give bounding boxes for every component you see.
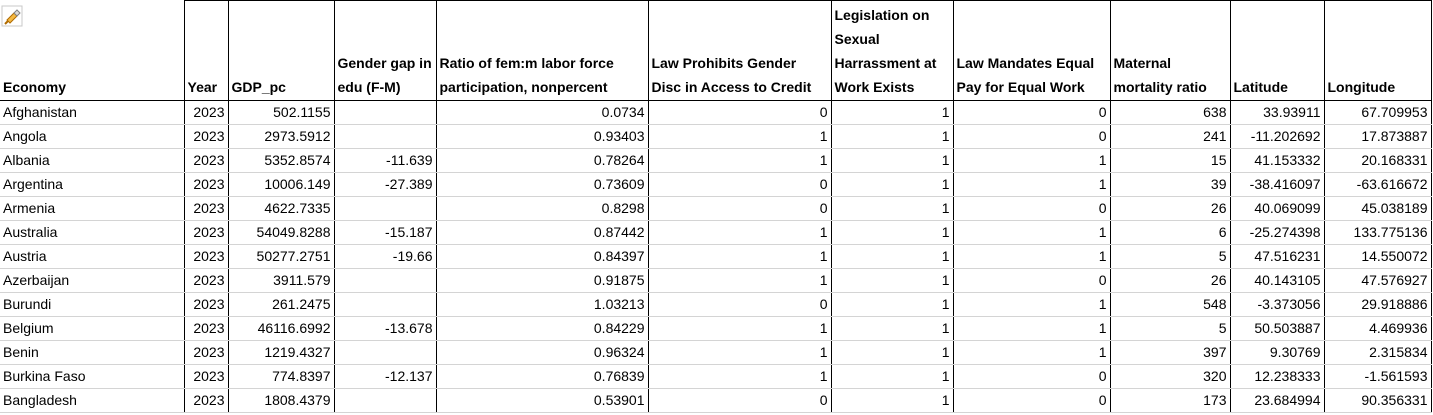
table-cell[interactable]: 2023 (184, 341, 228, 365)
table-cell[interactable]: 9.30769 (1230, 341, 1324, 365)
table-cell[interactable]: 1 (831, 317, 953, 341)
table-cell[interactable]: Azerbaijan (0, 269, 184, 293)
table-cell[interactable]: 0 (953, 365, 1110, 389)
table-row (0, 245, 1431, 269)
column-header[interactable]: Legislation on Sexual Harrassment at Work Exists (831, 1, 953, 101)
table-cell[interactable]: 1 (648, 317, 831, 341)
table-cell[interactable]: 0.84229 (436, 317, 648, 341)
table-cell[interactable]: 39 (1110, 173, 1230, 197)
header-row (0, 1, 1431, 101)
table-cell[interactable]: 1 (831, 245, 953, 269)
table-cell[interactable]: 1 (831, 365, 953, 389)
table-cell[interactable]: 47.516231 (1230, 245, 1324, 269)
table-cell[interactable]: -3.373056 (1230, 293, 1324, 317)
table-cell[interactable] (334, 389, 436, 413)
table-cell[interactable]: 241 (1110, 125, 1230, 149)
table-cell[interactable]: Albania (0, 149, 184, 173)
table-cell[interactable]: 15 (1110, 149, 1230, 173)
table-cell[interactable]: 2023 (184, 197, 228, 221)
table-cell[interactable] (334, 101, 436, 125)
table-cell[interactable]: 1 (831, 389, 953, 413)
table-cell[interactable]: 3911.579 (228, 269, 334, 293)
table-cell[interactable]: Afghanistan (0, 101, 184, 125)
table-cell[interactable]: -27.389 (334, 173, 436, 197)
table-cell[interactable]: -11.202692 (1230, 125, 1324, 149)
table-cell[interactable] (334, 341, 436, 365)
table-cell[interactable] (334, 269, 436, 293)
table-cell[interactable]: 2023 (184, 269, 228, 293)
table-cell[interactable]: 397 (1110, 341, 1230, 365)
table-row (0, 173, 1431, 197)
table-cell[interactable]: 5 (1110, 317, 1230, 341)
format-painter-icon[interactable] (1, 5, 23, 27)
table-cell[interactable]: 67.709953 (1324, 101, 1431, 125)
table-row (0, 125, 1431, 149)
column-header[interactable]: GDP_pc (228, 1, 334, 101)
table-cell[interactable]: Burkina Faso (0, 365, 184, 389)
table-cell[interactable]: 0.96324 (436, 341, 648, 365)
table-cell[interactable]: 0 (953, 125, 1110, 149)
table-cell[interactable]: 0.76839 (436, 365, 648, 389)
column-header[interactable]: Law Mandates Equal Pay for Equal Work (953, 1, 1110, 101)
table-cell[interactable]: 1 (953, 149, 1110, 173)
table-cell[interactable]: 0.8298 (436, 197, 648, 221)
table-cell[interactable]: 2023 (184, 389, 228, 413)
table-cell[interactable]: 502.1155 (228, 101, 334, 125)
column-header[interactable]: Law Prohibits Gender Disc in Access to Credit (648, 1, 831, 101)
table-cell[interactable]: -1.561593 (1324, 365, 1431, 389)
table-cell[interactable]: 1 (953, 173, 1110, 197)
table-cell[interactable]: 54049.8288 (228, 221, 334, 245)
table-row (0, 341, 1431, 365)
table-cell[interactable]: 1808.4379 (228, 389, 334, 413)
table-cell[interactable]: 0 (953, 269, 1110, 293)
table-cell[interactable]: 26 (1110, 197, 1230, 221)
table-cell[interactable]: 14.550072 (1324, 245, 1431, 269)
table-row (0, 365, 1431, 389)
table-cell[interactable]: 0.93403 (436, 125, 648, 149)
table-cell[interactable]: Benin (0, 341, 184, 365)
table-cell[interactable]: 1 (831, 197, 953, 221)
table-cell[interactable]: Belgium (0, 317, 184, 341)
table-cell[interactable]: 261.2475 (228, 293, 334, 317)
table-cell[interactable]: 2023 (184, 173, 228, 197)
table-cell[interactable]: Argentina (0, 173, 184, 197)
table-cell[interactable]: 2023 (184, 293, 228, 317)
table-cell[interactable]: 2023 (184, 365, 228, 389)
table-cell[interactable]: 0 (648, 173, 831, 197)
table-cell[interactable]: 1 (648, 149, 831, 173)
table-cell[interactable]: 2973.5912 (228, 125, 334, 149)
table-cell[interactable]: 173 (1110, 389, 1230, 413)
table-cell[interactable]: 0.84397 (436, 245, 648, 269)
table-cell[interactable]: 1 (831, 101, 953, 125)
table-cell[interactable]: 133.775136 (1324, 221, 1431, 245)
column-header[interactable]: Gender gap in edu (F-M) (334, 1, 436, 101)
table-cell[interactable]: -38.416097 (1230, 173, 1324, 197)
table-cell[interactable]: -19.66 (334, 245, 436, 269)
table-cell[interactable]: 0.78264 (436, 149, 648, 173)
table-cell[interactable]: 1 (831, 221, 953, 245)
table-cell[interactable]: 1 (831, 149, 953, 173)
table-cell[interactable]: 20.168331 (1324, 149, 1431, 173)
table-cell[interactable]: Bangladesh (0, 389, 184, 413)
table-cell[interactable]: 40.143105 (1230, 269, 1324, 293)
table-cell[interactable]: 41.153332 (1230, 149, 1324, 173)
table-cell[interactable]: 5352.8574 (228, 149, 334, 173)
table-cell[interactable]: 1 (831, 173, 953, 197)
table-cell[interactable]: -13.678 (334, 317, 436, 341)
table-cell[interactable]: 1 (648, 245, 831, 269)
table-cell[interactable]: 33.93911 (1230, 101, 1324, 125)
table-cell[interactable]: 17.873887 (1324, 125, 1431, 149)
table-cell[interactable]: 2023 (184, 221, 228, 245)
table-cell[interactable]: Austria (0, 245, 184, 269)
table-cell[interactable]: 47.576927 (1324, 269, 1431, 293)
table-cell[interactable]: -15.187 (334, 221, 436, 245)
table-cell[interactable]: Burundi (0, 293, 184, 317)
table-cell[interactable]: 40.069099 (1230, 197, 1324, 221)
table-cell[interactable]: 90.356331 (1324, 389, 1431, 413)
table-cell[interactable]: 1 (648, 365, 831, 389)
table-cell[interactable]: 10006.149 (228, 173, 334, 197)
table-cell[interactable]: 50277.2751 (228, 245, 334, 269)
table-cell[interactable]: 774.8397 (228, 365, 334, 389)
table-cell[interactable]: -63.616672 (1324, 173, 1431, 197)
table-cell[interactable]: 26 (1110, 269, 1230, 293)
table-cell[interactable]: 2023 (184, 125, 228, 149)
table-cell[interactable]: 0 (648, 389, 831, 413)
table-cell[interactable]: 0.87442 (436, 221, 648, 245)
table-cell[interactable]: 4.469936 (1324, 317, 1431, 341)
table-cell[interactable]: 4622.7335 (228, 197, 334, 221)
table-row (0, 149, 1431, 173)
table-cell[interactable]: 638 (1110, 101, 1230, 125)
table-cell[interactable]: -25.274398 (1230, 221, 1324, 245)
table-cell[interactable] (334, 197, 436, 221)
table-cell[interactable]: 1 (648, 269, 831, 293)
table-cell[interactable]: Armenia (0, 197, 184, 221)
table-cell[interactable]: 45.038189 (1324, 197, 1431, 221)
table-cell[interactable] (334, 125, 436, 149)
table-row (0, 293, 1431, 317)
table-row (0, 197, 1431, 221)
table-cell[interactable]: 1 (953, 341, 1110, 365)
column-header[interactable]: Ratio of fem:m labor force participation, nonpercent (436, 1, 648, 101)
table-cell[interactable]: 2.315834 (1324, 341, 1431, 365)
table-cell[interactable]: 0 (648, 293, 831, 317)
table-cell[interactable]: 1 (648, 125, 831, 149)
table-cell[interactable]: 2023 (184, 101, 228, 125)
table-cell[interactable]: 0.73609 (436, 173, 648, 197)
table-cell[interactable]: 320 (1110, 365, 1230, 389)
column-header[interactable]: Economy (0, 1, 184, 101)
table-cell[interactable]: 1 (831, 293, 953, 317)
table-row (0, 269, 1431, 293)
table-cell[interactable]: 0 (953, 101, 1110, 125)
table-cell[interactable]: 0 (953, 197, 1110, 221)
table-row (0, 317, 1431, 341)
table-cell[interactable]: 1 (953, 221, 1110, 245)
table-cell[interactable]: Australia (0, 221, 184, 245)
table-cell[interactable]: 2023 (184, 149, 228, 173)
table-row (0, 389, 1431, 413)
table-cell[interactable]: 0.53901 (436, 389, 648, 413)
table-cell[interactable] (334, 293, 436, 317)
table-cell[interactable]: 1 (831, 341, 953, 365)
table-cell[interactable]: 1 (648, 341, 831, 365)
table-cell[interactable]: 0 (648, 101, 831, 125)
table-cell[interactable]: 1 (648, 221, 831, 245)
table-cell[interactable]: 1 (953, 317, 1110, 341)
table-row (0, 101, 1431, 125)
column-header[interactable]: Year (184, 1, 228, 101)
table-cell[interactable]: 46116.6992 (228, 317, 334, 341)
table-cell[interactable]: 29.918886 (1324, 293, 1431, 317)
table-cell[interactable]: 5 (1110, 245, 1230, 269)
table-cell[interactable]: 0.91875 (436, 269, 648, 293)
table-cell[interactable]: 1.03213 (436, 293, 648, 317)
table-cell[interactable]: -11.639 (334, 149, 436, 173)
table-cell[interactable]: 1219.4327 (228, 341, 334, 365)
table-cell[interactable]: 6 (1110, 221, 1230, 245)
table-cell[interactable]: 1 (953, 245, 1110, 269)
column-header[interactable]: Maternal mortality ratio (1110, 1, 1230, 101)
table-cell[interactable]: 1 (831, 269, 953, 293)
table-cell[interactable]: 2023 (184, 317, 228, 341)
table-cell[interactable]: 1 (831, 125, 953, 149)
table-cell[interactable]: 0 (953, 389, 1110, 413)
table-cell[interactable]: 2023 (184, 245, 228, 269)
table-cell[interactable]: 0 (648, 197, 831, 221)
table-cell[interactable]: 0.0734 (436, 101, 648, 125)
table-cell[interactable]: 23.684994 (1230, 389, 1324, 413)
column-header[interactable]: Longitude (1324, 1, 1431, 101)
table-cell[interactable]: -12.137 (334, 365, 436, 389)
table-cell[interactable]: 548 (1110, 293, 1230, 317)
table-cell[interactable]: 12.238333 (1230, 365, 1324, 389)
table-cell[interactable]: Angola (0, 125, 184, 149)
table-cell[interactable]: 1 (953, 293, 1110, 317)
column-header[interactable]: Latitude (1230, 1, 1324, 101)
table-cell[interactable]: 50.503887 (1230, 317, 1324, 341)
table-row (0, 221, 1431, 245)
